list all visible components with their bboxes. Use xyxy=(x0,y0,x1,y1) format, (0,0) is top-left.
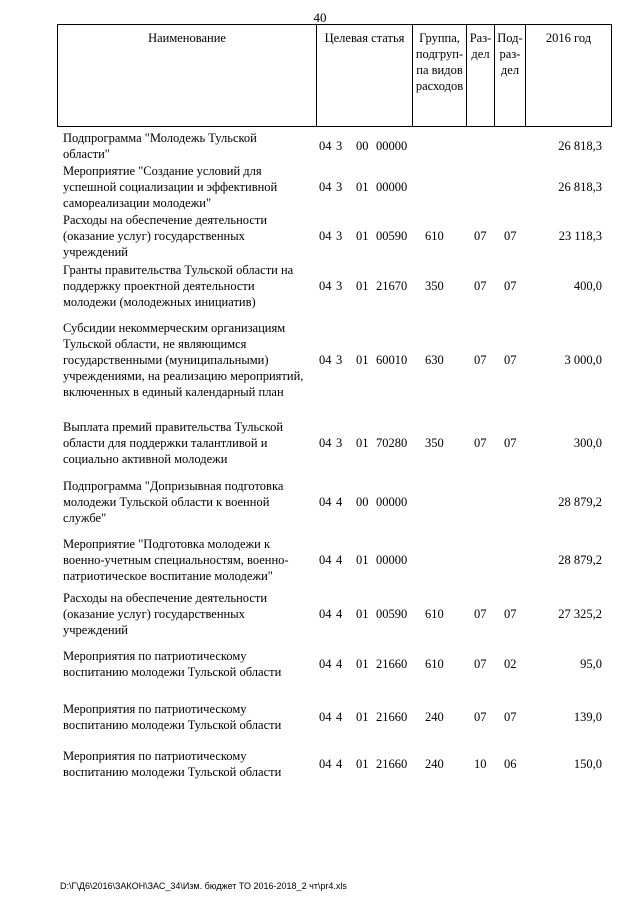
row-amount: 139,0 xyxy=(573,710,602,724)
row-name xyxy=(63,262,313,310)
row-name-line: Подпрограмма "Молодежь Тульской xyxy=(63,131,257,145)
header-subsection-line: Под- xyxy=(497,31,523,45)
row-event: 00 xyxy=(356,139,369,153)
row-direction-code: 00000 xyxy=(376,553,408,567)
page-number: 40 xyxy=(313,10,327,25)
row-amount: 28 879,2 xyxy=(558,553,602,567)
row-amount: 23 118,3 xyxy=(558,229,602,243)
row-name-line: Тульской области, не являющимся xyxy=(63,337,247,351)
row-amount: 300,0 xyxy=(573,436,602,450)
row-amount: 95,0 xyxy=(580,657,602,671)
row-program: 04 xyxy=(319,607,332,621)
row-subprogram: 3 xyxy=(336,279,343,293)
row-program: 04 xyxy=(319,657,332,671)
row-subprogram: 3 xyxy=(336,180,343,194)
row-name xyxy=(63,163,313,211)
row-name-line: области" xyxy=(63,147,110,161)
row-program: 04 xyxy=(319,353,332,367)
row-subsection: 07 xyxy=(504,279,517,293)
row-amount: 150,0 xyxy=(573,757,602,771)
row-expense-type: 610 xyxy=(425,607,444,621)
row-name-line: поддержку проектной деятельности xyxy=(63,279,255,293)
row-subprogram: 4 xyxy=(336,553,343,567)
row-name-line: учреждений xyxy=(63,245,128,259)
row-name xyxy=(63,701,313,733)
row-amount: 26 818,3 xyxy=(558,139,602,153)
row-amount: 3 000,0 xyxy=(564,353,602,367)
row-name-line: государственными (муниципальными) xyxy=(63,353,269,367)
row-name-line: Мероприятия по патриотическому xyxy=(63,749,247,763)
row-name-line: патриотическое воспитание молодежи" xyxy=(63,569,273,583)
row-direction-code: 00000 xyxy=(376,495,408,509)
row-expense-type: 350 xyxy=(425,436,444,450)
row-expense-type: 240 xyxy=(425,757,444,771)
header-section-line: дел xyxy=(471,47,490,61)
row-expense-type: 630 xyxy=(425,353,444,367)
row-event: 01 xyxy=(356,353,369,367)
row-program: 04 xyxy=(319,710,332,724)
row-section: 07 xyxy=(474,657,487,671)
row-amount: 26 818,3 xyxy=(558,180,602,194)
header-subsection-line: дел xyxy=(500,63,520,77)
header-year-label: 2016 год xyxy=(545,31,592,45)
header-name-label: Наименование xyxy=(148,31,226,45)
row-subsection: 07 xyxy=(504,229,517,243)
row-name-line: Мероприятие "Создание условий для xyxy=(63,164,262,178)
row-name-line: воспитанию молодежи Тульской области xyxy=(63,765,282,779)
row-section: 07 xyxy=(474,710,487,724)
row-section: 07 xyxy=(474,279,487,293)
row-program: 04 xyxy=(319,495,332,509)
header-subsection-line: раз- xyxy=(499,47,521,61)
row-program: 04 xyxy=(319,229,332,243)
row-name-line: успешной социализации и эффективной xyxy=(63,180,278,194)
row-subprogram: 4 xyxy=(336,657,343,671)
row-name-line: Мероприятие "Подготовка молодежи к xyxy=(63,537,271,551)
row-name-line: учреждений xyxy=(63,623,128,637)
row-name-line: Гранты правительства Тульской области на xyxy=(63,263,294,277)
row-subsection: 07 xyxy=(504,353,517,367)
row-program: 04 xyxy=(319,139,332,153)
header-group-line: па видов xyxy=(416,63,463,77)
row-subprogram: 4 xyxy=(336,710,343,724)
row-name xyxy=(63,536,313,584)
row-program: 04 xyxy=(319,757,332,771)
row-event: 01 xyxy=(356,710,369,724)
row-name-line: военно-учетным специальностям, военно- xyxy=(63,553,289,567)
row-expense-type: 610 xyxy=(425,229,444,243)
row-amount: 27 325,2 xyxy=(558,607,602,621)
row-name-line: Мероприятия по патриотическому xyxy=(63,702,247,716)
row-subprogram: 3 xyxy=(336,353,343,367)
row-name-line: учреждениями, на реализацию мероприятий, xyxy=(63,369,304,383)
row-name-line: области для поддержки талантливой и xyxy=(63,436,268,450)
row-subsection: 06 xyxy=(504,757,517,771)
row-name xyxy=(63,212,313,260)
row-direction-code: 70280 xyxy=(376,436,408,450)
row-event: 01 xyxy=(356,279,369,293)
header-section-line: Раз- xyxy=(469,31,492,45)
row-expense-type: 240 xyxy=(425,710,444,724)
row-event: 01 xyxy=(356,657,369,671)
row-name-line: воспитанию молодежи Тульской области xyxy=(63,665,282,679)
row-name-line: службе" xyxy=(63,511,107,525)
row-name-line: Мероприятия по патриотическому xyxy=(63,649,247,663)
row-subsection: 02 xyxy=(504,657,517,671)
row-name-line: (оказание услуг) государственных xyxy=(63,607,245,621)
row-subsection: 07 xyxy=(504,607,517,621)
row-direction-code: 21660 xyxy=(376,657,408,671)
row-section: 07 xyxy=(474,607,487,621)
row-amount: 400,0 xyxy=(573,279,602,293)
row-subprogram: 3 xyxy=(336,139,343,153)
row-expense-type: 350 xyxy=(425,279,444,293)
row-name-line: Расходы на обеспечение деятельности xyxy=(63,591,268,605)
row-name-line: Подпрограмма "Допризывная подготовка xyxy=(63,479,284,493)
row-event: 01 xyxy=(356,180,369,194)
row-expense-type: 610 xyxy=(425,657,444,671)
row-amount: 28 879,2 xyxy=(558,495,602,509)
row-event: 01 xyxy=(356,607,369,621)
row-direction-code: 00000 xyxy=(376,139,408,153)
row-event: 01 xyxy=(356,553,369,567)
row-name-line: Субсидии некоммерческим организациям xyxy=(63,321,286,335)
header-group-line: расходов xyxy=(415,79,464,93)
row-name-line: Выплата премий правительства Тульской xyxy=(63,420,284,434)
row-direction-code: 00590 xyxy=(376,607,408,621)
footer-file-path: D:\Г\Д6\2016\ЗАКОН\ЗАС_34\Изм. бюджет ТО 2016-2018_2 чт\pr4.xls xyxy=(60,881,347,891)
row-program: 04 xyxy=(319,279,332,293)
row-event: 01 xyxy=(356,757,369,771)
row-direction-code: 21660 xyxy=(376,710,408,724)
row-name xyxy=(63,478,313,526)
row-direction-code: 60010 xyxy=(376,353,408,367)
row-name-line: (оказание услуг) государственных xyxy=(63,229,245,243)
row-subprogram: 4 xyxy=(336,495,343,509)
row-subsection: 07 xyxy=(504,710,517,724)
row-name xyxy=(63,419,313,467)
row-program: 04 xyxy=(319,553,332,567)
header-target-label: Целевая статья xyxy=(324,31,405,45)
row-direction-code: 21670 xyxy=(376,279,408,293)
row-name-line: самореализации молодежи" xyxy=(63,196,212,210)
row-program: 04 xyxy=(319,180,332,194)
row-direction-code: 00000 xyxy=(376,180,408,194)
row-direction-code: 21660 xyxy=(376,757,408,771)
row-name-line: включенных в единый календарный план xyxy=(63,385,284,399)
row-section: 07 xyxy=(474,353,487,367)
row-subprogram: 4 xyxy=(336,757,343,771)
row-subprogram: 3 xyxy=(336,229,343,243)
row-name xyxy=(63,130,313,162)
row-name xyxy=(63,320,313,400)
row-event: 01 xyxy=(356,436,369,450)
row-event: 00 xyxy=(356,495,369,509)
row-section: 07 xyxy=(474,229,487,243)
row-subprogram: 3 xyxy=(336,436,343,450)
header-group-line: подгруп- xyxy=(415,47,464,61)
row-program: 04 xyxy=(319,436,332,450)
row-section: 10 xyxy=(474,757,487,771)
row-subprogram: 4 xyxy=(336,607,343,621)
row-name-line: молодежи (молодежных инициатив) xyxy=(63,295,256,309)
row-name xyxy=(63,748,313,780)
row-name-line: социально активной молодежи xyxy=(63,452,228,466)
row-direction-code: 00590 xyxy=(376,229,408,243)
header-group-line: Группа, xyxy=(419,31,460,45)
row-subsection: 07 xyxy=(504,436,517,450)
row-name-line: Расходы на обеспечение деятельности xyxy=(63,213,268,227)
row-name-line: молодежи Тульской области к военной xyxy=(63,495,270,509)
row-section: 07 xyxy=(474,436,487,450)
row-name xyxy=(63,590,313,638)
row-name-line: воспитанию молодежи Тульской области xyxy=(63,718,282,732)
row-event: 01 xyxy=(356,229,369,243)
row-name xyxy=(63,648,313,680)
